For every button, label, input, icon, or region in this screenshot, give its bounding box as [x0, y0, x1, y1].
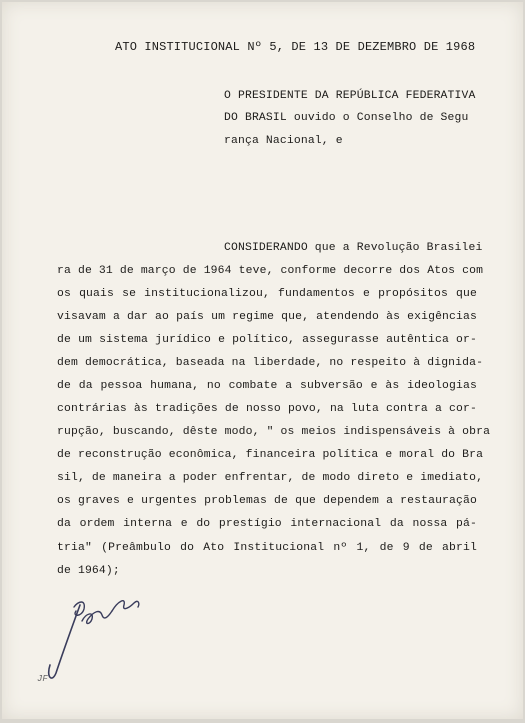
body-line: de 1964); — [57, 565, 120, 577]
body-line: CONSIDERANDO que a Revolução Brasilei — [224, 242, 483, 254]
body-line: da ordem interna e do prestígio internacional da nossa pá- — [57, 518, 477, 530]
body-line: os quais se institucionalizou, fundamentos e propósitos que — [57, 288, 477, 300]
body-line: ra de 31 de março de 1964 teve, conforme decorre dos Atos com — [57, 265, 484, 277]
body-line: rupção, buscando, dêste modo, " os meios indispensáveis à obra — [57, 426, 491, 438]
body-line: contrárias às tradições de nosso povo, na luta contra a cor- — [57, 403, 477, 415]
body-line: dem democrática, baseada na liberdade, no respeito à dignida- — [57, 357, 484, 369]
body-line: os graves e urgentes problemas de que dependem a restauração — [57, 495, 477, 507]
body-line: de um sistema jurídico e político, assegurasse autêntica or- — [57, 334, 477, 346]
initials-mark: JF — [37, 674, 48, 684]
body-line: de da pessoa humana, no combate a subversão e às ideologias — [57, 380, 477, 392]
document-page — [2, 2, 523, 719]
body-line: visavam a dar ao país um regime que, atendendo às exigências — [57, 311, 477, 323]
preamble-line: DO BRASIL ouvido o Conselho de Segu — [224, 112, 469, 124]
handwritten-signature — [42, 587, 162, 682]
body-line: sil, de maneira a poder enfrentar, de modo direto e imediato, — [57, 472, 484, 484]
document-title: ATO INSTITUCIONAL Nº 5, DE 13 DE DEZEMBRO DE 1968 — [115, 40, 476, 54]
preamble-line: O PRESIDENTE DA REPÚBLICA FEDERATIVA — [224, 90, 476, 102]
body-line: tria" (Preâmbulo do Ato Institucional nº 1, de 9 de abril — [57, 542, 477, 554]
preamble-line: rança Nacional, e — [224, 135, 343, 147]
body-line: de reconstrução econômica, financeira política e moral do Bra — [57, 449, 484, 461]
